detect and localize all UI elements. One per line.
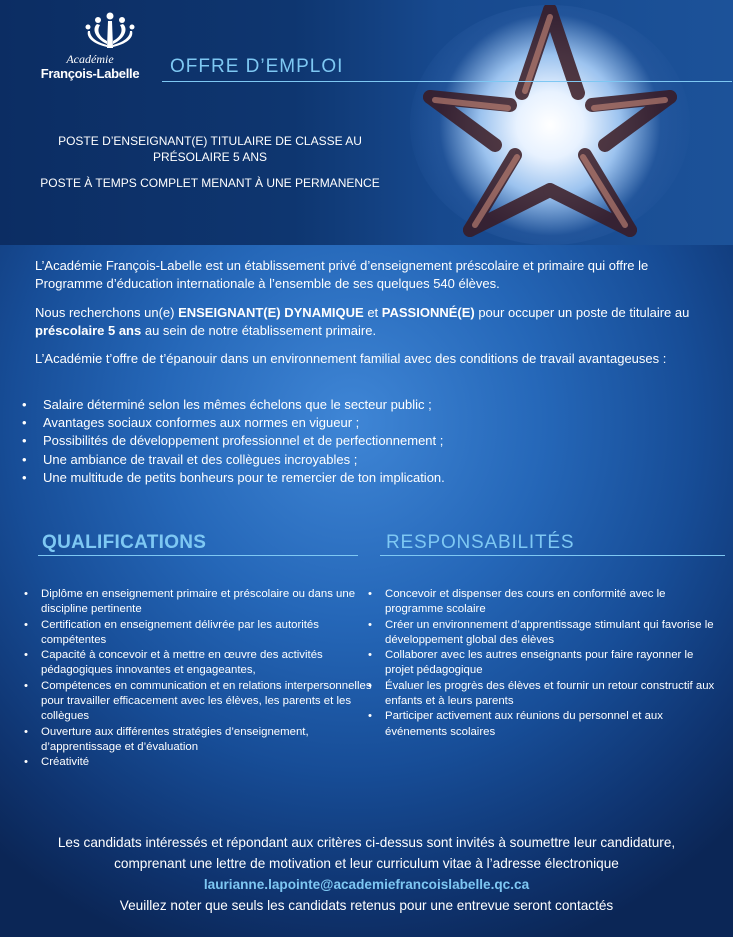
list-item: • Concevoir et dispenser des cours en conformité avec le programme scolaire (366, 587, 716, 618)
academie-logo (30, 10, 150, 80)
responsabilites-list (366, 587, 716, 740)
list-item: • Salaire déterminé selon les mêmes échelons que le secteur public ; (22, 396, 712, 414)
text: pour occuper un poste de titulaire au (474, 305, 690, 320)
page-title: OFFRE D’EMPLOI (170, 56, 344, 77)
list-item: • Compétences en communication et en relations interpersonnelles pour travailler efficacement avec les élèves, les parents et les collègues (22, 679, 372, 725)
list-item: • Créativité (22, 755, 372, 770)
star-hands-icon (410, 5, 690, 245)
highlight-dynamique: ENSEIGNANT(E) DYNAMIQUE (178, 305, 364, 320)
list-item: • Diplôme en enseignement primaire et préscolaire ou dans une discipline pertinente (22, 587, 372, 618)
closing-note: Veuillez noter que seuls les candidats retenus pour une entrevue seront contactés (119, 898, 614, 913)
highlight-passionne: PASSIONNÉ(E) (381, 305, 475, 320)
highlight-prescolaire: préscolaire 5 ans (35, 323, 142, 338)
list-item: • Évaluer les progrès des élèves et fournir un retour constructif aux enfants et à leurs parents (366, 679, 716, 710)
avantages-list (22, 396, 712, 487)
list-item: • Certification en enseignement délivrée par les autorités compétentes (22, 618, 372, 649)
application-instructions (40, 832, 693, 895)
search-paragraph (35, 304, 695, 340)
tree-people-icon (80, 10, 140, 50)
poste-type: POSTE À TEMPS COMPLET MENANT À UNE PERMANENCE (40, 176, 380, 190)
qualifications-divider (38, 555, 358, 556)
list-item: • Possibilités de développement professionnel et de perfectionnement ; (22, 432, 712, 450)
list-item: • Une multitude de petits bonheurs pour te remercier de ton implication. (22, 469, 712, 487)
contact-email-link[interactable]: laurianne.lapointe@academiefrancoislabelle.qc.ca (203, 877, 530, 892)
qualifications-list (22, 587, 372, 771)
list-item: • Collaborer avec les autres enseignants pour faire rayonner le projet pédagogique (366, 648, 716, 679)
list-item: • Participer activement aux réunions du personnel et aux événements scolaires (366, 709, 716, 740)
logo-text-name: François-Labelle (40, 66, 140, 81)
intro-paragraph: L’Académie François-Labelle est un établissement privé d’enseignement préscolaire et primaire qui offre le Programme d’éducation internationale à l’ensemble de ses quelques 540 élèves. (35, 258, 649, 291)
list-item: • Avantages sociaux conformes aux normes en vigueur ; (22, 414, 712, 432)
list-item: • Ouverture aux différentes stratégies d’enseignement, d’apprentissage et d’évaluation (22, 725, 372, 756)
title-divider (162, 81, 732, 82)
logo-text-academie: Académie (66, 52, 114, 66)
list-item: • Créer un environnement d’apprentissage stimulant qui favorise le développement global des élèves (366, 618, 716, 649)
text: Les candidats intéressés et répondant aux critères ci-dessus sont invités à soumettre leur candidature, comprenant une lettre de motivation et leur curriculum vitae à l’adresse électronique (57, 835, 676, 871)
responsabilites-title: RESPONSABILITÉS (386, 532, 575, 553)
poste-title: POSTE D’ENSEIGNANT(E) TITULAIRE DE CLASSE AU PRÉSOLAIRE 5 ANS (58, 134, 362, 164)
text: Nous recherchons un(e) (35, 305, 179, 320)
text: au sein de notre établissement primaire. (141, 323, 377, 338)
list-item: • Une ambiance de travail et des collègues incroyables ; (22, 451, 712, 469)
qualifications-title: QUALIFICATIONS (42, 532, 207, 553)
responsabilites-divider (380, 555, 725, 556)
offer-paragraph: L’Académie t’offre de t’épanouir dans un environnement familial avec des conditions de travail avantageuses : (35, 351, 667, 366)
text: et (363, 305, 382, 320)
list-item: • Capacité à concevoir et à mettre en œuvre des activités pédagogiques innovantes et engageantes, (22, 648, 372, 679)
